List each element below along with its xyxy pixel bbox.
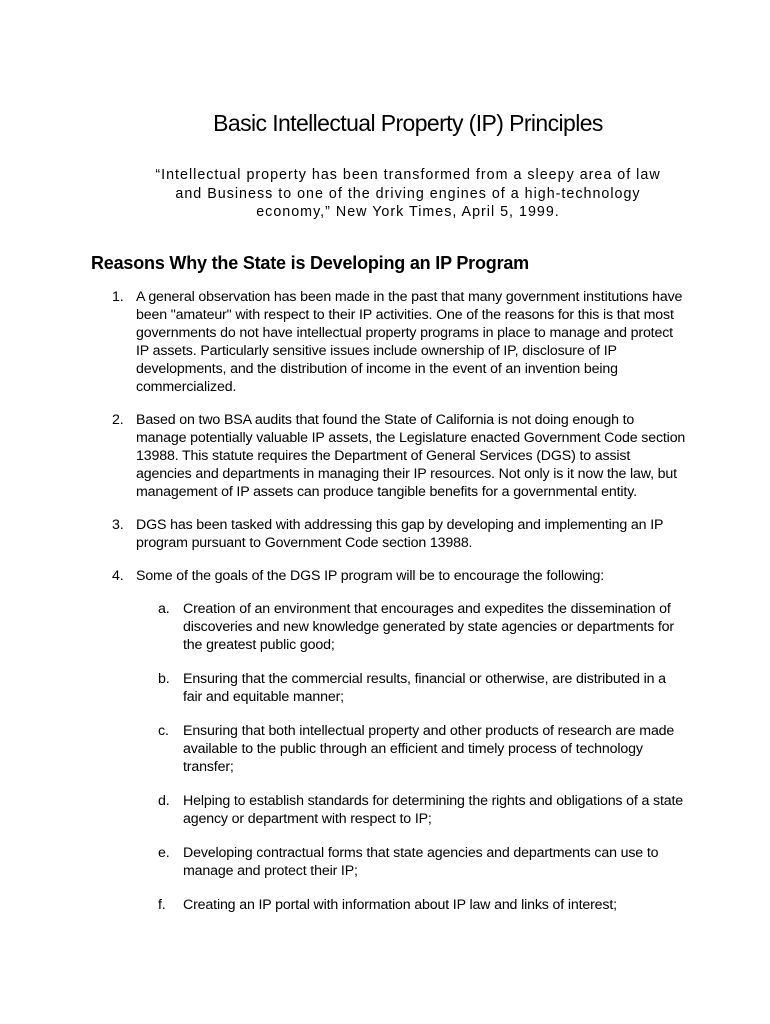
sublist-item [158, 722, 687, 776]
sublist-item-letter: c. [158, 723, 169, 739]
sublist-item-letter: f. [158, 897, 166, 913]
page-title: Basic Intellectual Property (IP) Principles [213, 110, 603, 136]
sublist-item-letter: a. [158, 601, 170, 617]
list-item-text: DGS has been tasked with addressing this gap by developing and implementing an IP program pursuant to Government Code section 13988. [136, 517, 664, 551]
sublist-item-letter: e. [158, 845, 170, 861]
epigraph-quote: “Intellectual property has been transformed from a sleepy area of law and Business to one of the driving engines of a high-technology economy,” New York Times, April 5, 1999. [155, 167, 661, 220]
list-item-text: Based on two BSA audits that found the State of California is not doing enough to manage potentially valuable IP assets, the Legislature enacted Government Code section 13988. This statute requires the Department of General Services (DGS) to assist agencies and departments in managing their IP resources. Not only is it now the law, but management of IP assets can produce tangible benefits for a governmental entity. [136, 412, 686, 500]
list-item-number: 1. [112, 289, 124, 305]
section-heading: Reasons Why the State is Developing an IP Program [91, 253, 529, 273]
list-item-number: 2. [112, 412, 124, 428]
sublist-item-text: Ensuring that the commercial results, financial or otherwise, are distributed in a fair and equitable manner; [183, 671, 666, 705]
list-item-number: 4. [112, 568, 124, 584]
sublist-item-text: Developing contractual forms that state agencies and departments can use to manage and protect their IP; [183, 845, 659, 879]
list-item [112, 288, 687, 396]
sublist-item-text: Helping to establish standards for determining the rights and obligations of a state agency or department with respect to IP; [183, 793, 684, 827]
list-item [112, 516, 687, 552]
sublist-item-text: Creating an IP portal with information about IP law and links of interest; [183, 897, 617, 913]
sublist-item [158, 792, 687, 828]
sublist-item-letter: b. [158, 671, 170, 687]
sublist-item-text: Creation of an environment that encourages and expedites the dissemination of discoveries and new knowledge generated by state agencies or departments for the greatest public good; [183, 601, 674, 653]
sublist-item [158, 600, 687, 654]
list-item [112, 411, 687, 501]
sublist-item-letter: d. [158, 793, 170, 809]
reasons-list [112, 288, 687, 930]
sublist-item-text: Ensuring that both intellectual property and other products of research are made available to the public through an efficient and timely process of technology transfer; [183, 723, 675, 775]
list-item-number: 3. [112, 517, 124, 533]
list-item-text: Some of the goals of the DGS IP program will be to encourage the following: [136, 568, 604, 584]
sublist-item [158, 670, 687, 706]
sublist-item [158, 896, 687, 914]
sublist-item [158, 844, 687, 880]
list-item-text: A general observation has been made in the past that many government institutions have been "amateur" with respect to their IP activities. One of the reasons for this is that most governments do not have intellectual property programs in place to manage and protect IP assets. Particularly sensitive issues include ownership of IP, disclosure of IP developments, and the distribution of income in the event of an invention being commercialized. [136, 289, 683, 395]
list-item [112, 567, 687, 914]
goals-sublist [158, 600, 687, 914]
